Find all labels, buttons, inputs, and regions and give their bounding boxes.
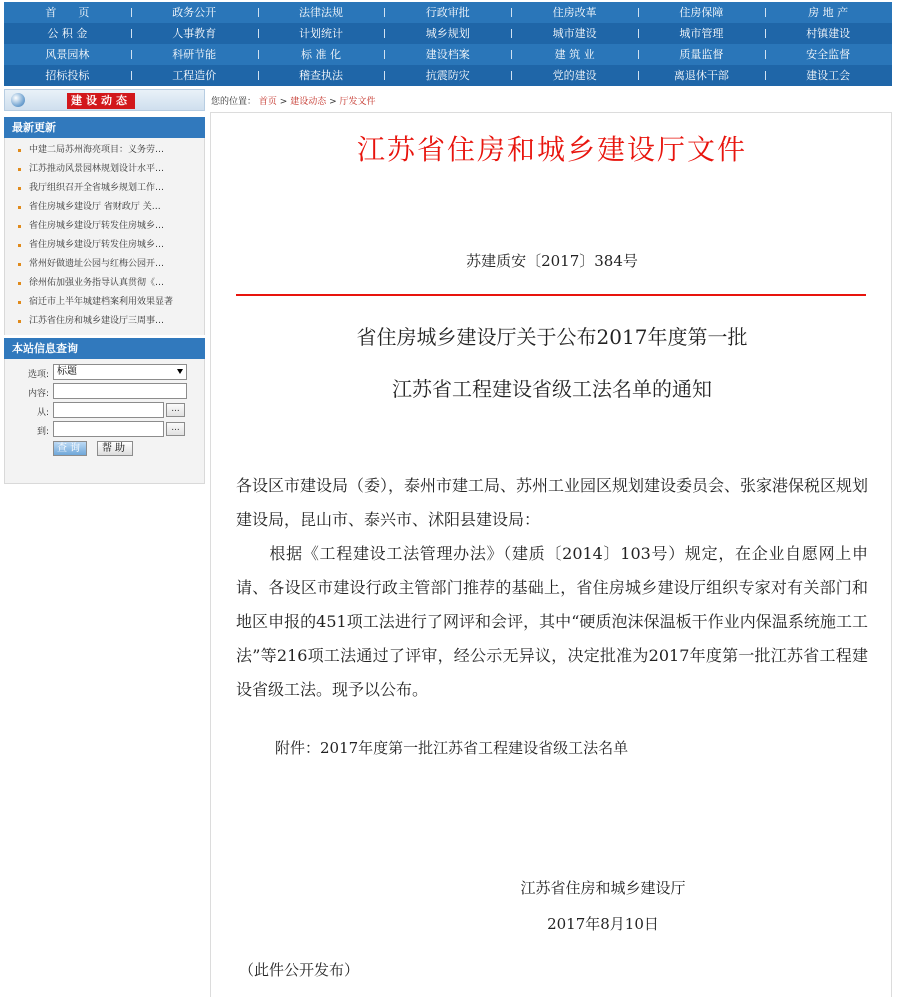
nav-item-planning-statistics[interactable]: 计划统计	[258, 23, 385, 44]
option-label: 选项:	[27, 370, 49, 380]
news-link[interactable]: 常州好做遗址公园与红梅公园开…	[5, 255, 204, 274]
nav-item-home[interactable]: 首 页	[45, 6, 90, 19]
addressee-paragraph: 各设区市建设局（委），泰州市建工局、苏州工业园区规划建设委员会、张家港保税区规划建设局，昆山市、泰兴市、沭阳县建设局：	[236, 476, 869, 529]
nav-item-village-construction[interactable]: 村镇建设	[765, 23, 892, 44]
nav-item-government-affairs[interactable]: 政务公开	[131, 2, 258, 23]
nav-item-earthquake-disaster[interactable]: 抗震防灾	[384, 65, 511, 86]
from-date-input[interactable]	[53, 402, 164, 418]
news-link[interactable]: 宿迁市上半年城建档案利用效果显著	[5, 293, 204, 312]
breadcrumb-item-documents[interactable]: 厅发文件	[339, 97, 376, 107]
nav-item-trade-union[interactable]: 建设工会	[765, 65, 892, 86]
nav-item-landscape[interactable]: 风景园林	[45, 48, 90, 61]
nav-item-construction-industry[interactable]: 建 筑 业	[511, 44, 638, 65]
news-link[interactable]: 中建二局苏州海亮项目：义务劳…	[5, 141, 204, 160]
signature-organization: 江苏省住房和城乡建设厅	[520, 879, 686, 897]
news-link[interactable]: 江苏推动风景园林规划设计水平…	[5, 160, 204, 179]
to-date-picker-button[interactable]: ...	[166, 422, 185, 436]
nav-row-2	[4, 23, 892, 44]
public-release-note: （此件公开发布）	[239, 961, 360, 979]
latest-updates-list	[4, 138, 205, 335]
attachment-link[interactable]: 附件：2017年度第一批江苏省工程建设省级工法名单	[275, 739, 629, 757]
breadcrumb	[211, 94, 376, 108]
news-link[interactable]: 我厅组织召开全省城乡规划工作…	[5, 179, 204, 198]
nav-item-inspection-enforcement[interactable]: 稽查执法	[258, 65, 385, 86]
document-panel	[210, 112, 892, 997]
nav-row-3	[4, 44, 892, 65]
sidebar-banner	[4, 89, 205, 111]
sidebar-banner-title: 建设动态	[67, 93, 135, 109]
signature-date: 2017年8月10日	[547, 915, 659, 933]
content-label: 内容:	[27, 389, 49, 399]
nav-row-4	[4, 65, 892, 86]
nav-item-real-estate[interactable]: 房 地 产	[765, 2, 892, 23]
nav-item-administrative-approval[interactable]: 行政审批	[384, 2, 511, 23]
news-link[interactable]: 省住房城乡建设厅 省财政厅 关…	[5, 198, 204, 217]
nav-item-construction-archives[interactable]: 建设档案	[384, 44, 511, 65]
top-navigation	[4, 2, 892, 86]
nav-item-retired-cadres[interactable]: 离退休干部	[638, 65, 765, 86]
news-link[interactable]: 省住房城乡建设厅转发住房城乡…	[5, 236, 204, 255]
nav-item-housing-fund[interactable]: 公 积 金	[47, 27, 88, 40]
document-number: 苏建质安〔2017〕384号	[466, 252, 638, 270]
to-date-input[interactable]	[53, 421, 164, 437]
document-title: 江苏省住房和城乡建设厅文件	[356, 133, 747, 166]
to-date-label: 到:	[36, 427, 49, 437]
nav-item-personnel-education[interactable]: 人事教育	[131, 23, 258, 44]
nav-item-engineering-cost[interactable]: 工程造价	[131, 65, 258, 86]
nav-item-party-building[interactable]: 党的建设	[511, 65, 638, 86]
news-link[interactable]: 江苏省住房和城乡建设厅三周事…	[5, 312, 204, 331]
nav-item-housing-reform[interactable]: 住房改革	[511, 2, 638, 23]
option-select-value: 标题	[57, 366, 77, 377]
breadcrumb-item-news[interactable]: 建设动态	[290, 97, 327, 107]
nav-item-research-energy[interactable]: 科研节能	[131, 44, 258, 65]
nav-item-housing-security[interactable]: 住房保障	[638, 2, 765, 23]
content-input[interactable]	[53, 383, 187, 399]
nav-item-urban-construction[interactable]: 城市建设	[511, 23, 638, 44]
option-select[interactable]	[53, 364, 187, 380]
breadcrumb-item-home[interactable]: 首页	[258, 97, 277, 107]
nav-item-safety-supervision[interactable]: 安全监督	[765, 44, 892, 65]
nav-item-quality-supervision[interactable]: 质量监督	[638, 44, 765, 65]
nav-item-standardization[interactable]: 标 准 化	[258, 44, 385, 65]
nav-item-urban-management[interactable]: 城市管理	[638, 23, 765, 44]
nav-item-bidding[interactable]: 招标投标	[45, 69, 90, 82]
breadcrumb-prefix: 您的位置：	[211, 97, 257, 107]
red-divider	[236, 294, 866, 296]
nav-row-1	[4, 2, 892, 23]
nav-item-laws[interactable]: 法律法规	[258, 2, 385, 23]
breadcrumb-separator: >	[279, 97, 291, 107]
query-button[interactable]: 查询	[53, 441, 87, 456]
nav-item-urban-rural-planning[interactable]: 城乡规划	[384, 23, 511, 44]
from-date-picker-button[interactable]: ...	[166, 403, 185, 417]
sidebar	[4, 89, 205, 484]
site-search-form	[4, 359, 205, 484]
breadcrumb-separator: >	[329, 97, 340, 107]
notice-heading-line-1: 省住房城乡建设厅关于公布2017年度第一批	[356, 325, 748, 349]
notice-heading-line-2: 江苏省工程建设省级工法名单的通知	[392, 377, 712, 401]
news-link[interactable]: 省住房城乡建设厅转发住房城乡…	[5, 217, 204, 236]
from-date-label: 从:	[36, 408, 49, 418]
chevron-down-icon	[177, 369, 183, 374]
latest-updates-header: 最新更新	[4, 117, 205, 138]
news-link[interactable]: 徐州佑加强业务指导认真贯彻《…	[5, 274, 204, 293]
globe-icon	[11, 93, 25, 107]
body-paragraph: 根据《工程建设工法管理办法》（建质〔2014〕103号）规定，在企业自愿网上申请、各设区市建设行政主管部门推荐的基础上，省住房城乡建设厅组织专家对有关部门和地区申报的451项工法进行了网评和会评，其中“硬质泡沫保温板干作业内保温系统施工工法”等216项工法通过了评审，经公示无异议，决定批准为2017年度第一批江苏省工程建设省级工法。现予以公布。	[236, 544, 868, 699]
site-search-header: 本站信息查询	[4, 338, 205, 359]
help-button[interactable]: 帮助	[97, 441, 133, 456]
